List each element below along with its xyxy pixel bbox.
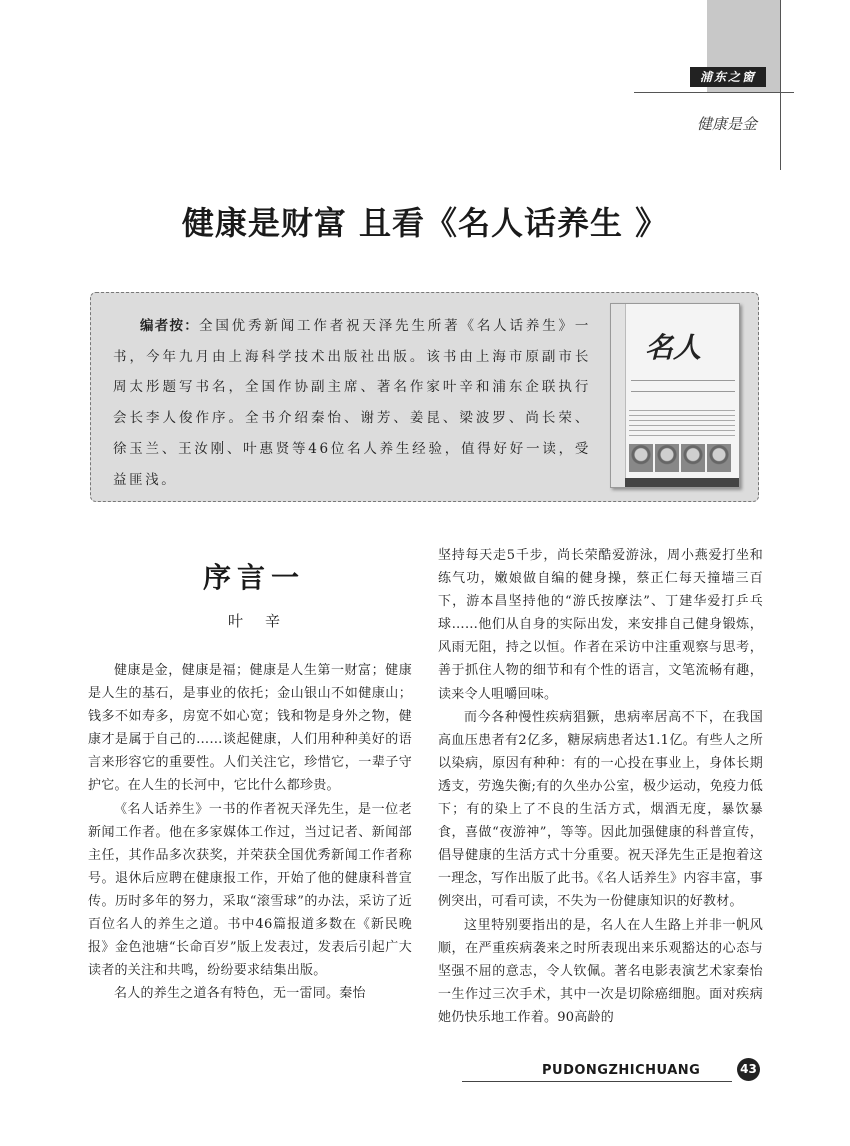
portrait-image [655, 444, 679, 472]
paragraph: 《名人话养生》一书的作者祝天泽先生，是一位老新闻工作者。他在多家媒体工作过，当过记者、新闻部主任，其作品多次获奖，并荣获全国优秀新闻工作者称号。退休后应聘在健康报工作，开始了他的健康科普宣传。历时多年的努力，采取“滚雪球”的办法，采访了近百位名人的养生之道。书中46篇报道多数在《新民晚报》金色池塘“长命百岁”版上发表过，发表后引起广大读者的关注和共鸣，纷纷要求结集出版。 [88, 801, 412, 979]
left-column [88, 659, 412, 1005]
footer-rule [462, 1081, 732, 1082]
book-cover-title: 名人 [645, 331, 702, 364]
portrait-image [681, 444, 705, 472]
editor-note-box [90, 292, 759, 502]
editor-note-label: 编者按： [140, 318, 199, 334]
book-spine [611, 304, 626, 487]
header-vertical-rule [780, 0, 781, 170]
paragraph: 这里特别要指出的是，名人在人生路上并非一帆风顺，在严重疾病袭来之时所表现出来乐观豁达的心态与坚强不屈的意志，令人钦佩。著名电影表演艺术家秦怡一生作过三次手术，其中一次是切除癌细胞。面对疾病她仍快乐地工作着。90高龄的 [438, 917, 763, 1025]
book-cover-bottom-stripe [625, 478, 739, 487]
right-column [438, 544, 763, 1029]
book-cover-subtitle-band [631, 380, 735, 392]
article-title: 健康是财富 且看《名人话养生 》 [181, 204, 669, 242]
paragraph: 而今各种慢性疾病猖獗，患病率居高不下，在我国高血压患者有2亿多，糖尿病患者达1.1亿。有些人之所以染病，原因有种种：有的一心投在事业上，身体长期透支，劳逸失衡;有的久坐办公室，极少运动，免疫力低下；有的染上了不良的生活方式，烟酒无度，暴饮暴食，喜做“夜游神”，等等。因此加强健康的科普宣传，倡导健康的生活方式十分重要。祝天泽先生正是抱着这一理念，写作出版了此书。《名人话养生》内容丰富，事例突出，可看可读，不失为一份健康知识的好教材。 [438, 709, 763, 910]
paragraph: 坚持每天走5千步，尚长荣酷爱游泳，周小燕爱打坐和练气功，嫩娘做自编的健身操，蔡正仁每天撞墙三百下，游本昌坚持他的“游氏按摩法”、丁建华爱打乒乓球……他们从自身的实际出发，来安排自己健身锻炼，风雨无阻，持之以恒。作者在采访中注重观察与思考，善于抓住人物的细节和有个性的语言，文笔流畅有趣，读来令人咀嚼回味。 [438, 548, 763, 702]
editor-note-body: 全国优秀新闻工作者祝天泽先生所著《名人话养生》一书，今年九月由上海科学技术出版社出版。该书由上海市原副市长周太彤题写书名，全国作协副主席、著名作家叶辛和浦东企联执行会长李人俊作序。全书介绍秦怡、谢芳、姜昆、梁波罗、尚长荣、徐玉兰、王汝刚、叶惠贤等46位名人养生经验，值得好好一读，受益匪浅。 [113, 318, 592, 488]
portrait-image [629, 444, 653, 472]
paragraph: 健康是金，健康是福；健康是人生第一财富；健康是人生的基石，是事业的依托；金山银山不如健康山；钱多不如寿多，房宽不如心宽；钱和物是身外之物，健康才是属于自己的……谈起健康，人们用种种美好的语言来形容它的重要性。人们关注它，珍惜它，一辈子守护它。在人生的长河中，它比什么都珍贵。 [88, 663, 412, 794]
editor-note-text [113, 311, 591, 495]
footer-brand: PUDONGZHICHUANG [542, 1063, 701, 1078]
preface-author: 叶辛 [227, 612, 302, 630]
preface-heading: 序言一 [202, 561, 305, 594]
paragraph: 名人的养生之道各有特色，无一雷同。秦怡 [114, 986, 366, 1002]
book-cover-image [610, 303, 740, 488]
portrait-image [707, 444, 731, 472]
book-cover-portraits [629, 444, 731, 472]
header-horizontal-rule [634, 92, 794, 93]
column-tag: 浦东之窗 [690, 67, 766, 87]
section-label: 健康是金 [696, 115, 757, 133]
page-number: 43 [737, 1058, 760, 1081]
book-cover-text-lines [629, 406, 735, 438]
